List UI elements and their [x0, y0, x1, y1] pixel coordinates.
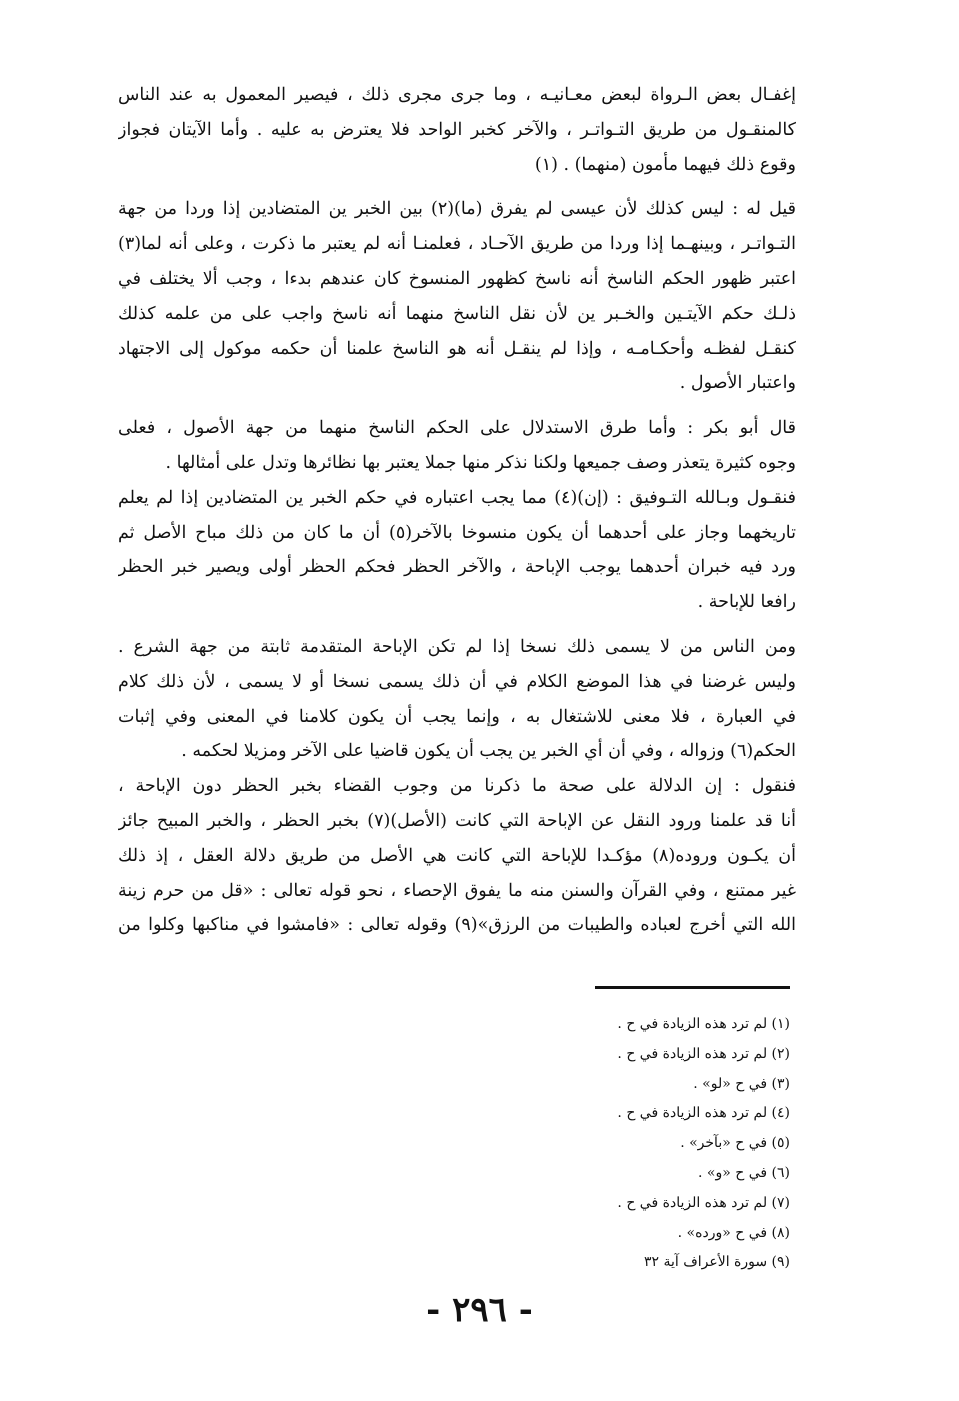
- text-line: رافعا للإباحة .: [697, 592, 796, 613]
- text-line: قال أبو بكر : وأما طرق الاستدلال على الحكم الناسخ منهما من جهة الأصول ، فعلى: [118, 418, 796, 439]
- text-line: فنقـول وبـالله التـوفيق : (إن)(٤) مما يجب اعتباره في حكم الخبر ين المتضادين إذا لم يعلم: [118, 487, 796, 508]
- footnote-separator: [595, 986, 790, 989]
- text-line: اعتبر ظهور الحكم الناسخ أنه ناسخ كظهور المنسوخ كان عندهم بدءا ، وجب ألا يختلف في: [118, 268, 796, 289]
- text-line: وليس غرضنا في هذا الموضع الكلام في أن ذلك يسمى نسخا أو لا يسمى ، لأن ذلك كلام: [118, 671, 796, 692]
- footnote: (٨) في ح «ورده» .: [677, 1224, 790, 1241]
- text-line: قيل له : ليس كذلك لأن عيسى لم يفرق (ما)(٢) بين الخبر ين المتضادين إذا وردا من جهة: [118, 199, 796, 220]
- text-line: أنا قد علمنا ورود النقل عن الإباحة التي كانت (الأصل)(٧) بخبر الحظر ، والخبر المبيح جائز: [118, 810, 796, 831]
- text-line: وقوع ذلك فيهما مأمون (منهما) . (١): [534, 154, 796, 175]
- text-line: التـواتـر ، وبينهـما إذا وردا من طريق الآحـاد ، فعلمنـا أنه لم يعتبر ما ذكرت ، وعلى أنه لما(٣): [118, 234, 796, 255]
- footnote: (٩) سورة الأعراف آية ٣٢: [643, 1254, 790, 1271]
- text-line: الله التي أخرج لعباده والطيبات من الرزق»(٩) وقوله تعالى : «فامشوا في مناكبها وكلوا من: [118, 915, 796, 936]
- text-line: إغفـال بعض الـرواة لبعض معـانيـه ، وما جرى مجرى ذلك ، فيصير المعمول به عند الناس: [118, 85, 796, 105]
- text-line: وجوه كثيرة يتعذر وصف جميعها ولكنا نذكر منها جملا يعتبر بها نظائرها وتدل على أمثالها .: [165, 452, 796, 473]
- footnote: (١) لم ترد هذه الزيادة في ح .: [617, 1016, 790, 1032]
- text-line: ورد فيه خبران أحدهما يوجب الإباحة ، والآخر الحظر فحكم الحظر أولى ويصير خبر الحظر: [118, 557, 796, 578]
- text-line: واعتبار الأصول .: [679, 373, 796, 394]
- text-line: فنقول : إن الدلالة على صحة ما ذكرنا من وجوب القضاء بخبر الحظر دون الإباحة ،: [118, 776, 796, 797]
- text-line: في العبارة ، فلا معنى للاشتغال به ، وإنما يجب أن يكون كلامنا في المعنى وفي إثبات: [118, 706, 796, 727]
- text-line: غير ممتنع ، وفي القرآن والسنن منه ما يفوق الإحصاء ، نحو قوله تعالى : «قل من حرم زينة: [118, 880, 796, 901]
- text-line: ذلـك حكم الآيتـين والخـبر ين لأن نقل الناسخ منهما أنه ناسخ واجب على من علمه كذلك: [118, 303, 796, 324]
- footnote: (٧) لم ترد هذه الزيادة في ح .: [617, 1194, 790, 1211]
- footnotes: [430, 1010, 790, 1278]
- footnote: (٦) في ح «و» .: [697, 1164, 790, 1181]
- footnote: (٤) لم ترد هذه الزيادة في ح .: [617, 1105, 790, 1122]
- text-line: كالمنقـول من طريق التـواتـر ، والآخر كخبر الواحد فلا يعترض به عليه . وأما الآيتان فجواز: [118, 119, 796, 140]
- main-text: [118, 78, 796, 943]
- footnote: (٢) لم ترد هذه الزيادة في ح .: [617, 1045, 790, 1062]
- text-line: أن يكـون وروده(٨) مؤكـدا للإباحة التي كانت هي الأصل من طريق دلالة العقل ، إذ ذلك: [118, 845, 796, 866]
- page-number: - ٢٩٦ -: [426, 1290, 533, 1330]
- text-line: كنقـل لفظـه وأحكـامـه ، وإذا لم ينقـل أنه هو الناسخ علمنا أن حكمه موكول إلى الاجتهاد: [118, 338, 796, 359]
- text-line: الحكم(٦) وزواله ، وفي أن أي الخبر ين يجب أن يكون قاضيا على الآخر ومزيلا لحكمه .: [181, 741, 796, 762]
- footnote: (٥) في ح «بآخر» .: [680, 1135, 790, 1152]
- text-line: ومن الناس من لا يسمى ذلك نسخا إذا لم تكن الإباحة المتقدمة ثابتة من جهة الشرع .: [118, 636, 796, 657]
- footnote: (٣) في ح «لو» .: [693, 1075, 790, 1092]
- text-line: تاريخهما وجاز على أحدهما أن يكون منسوخا بالآخر(٥) أن ما كان من ذلك مباح الأصل ثم: [118, 522, 796, 543]
